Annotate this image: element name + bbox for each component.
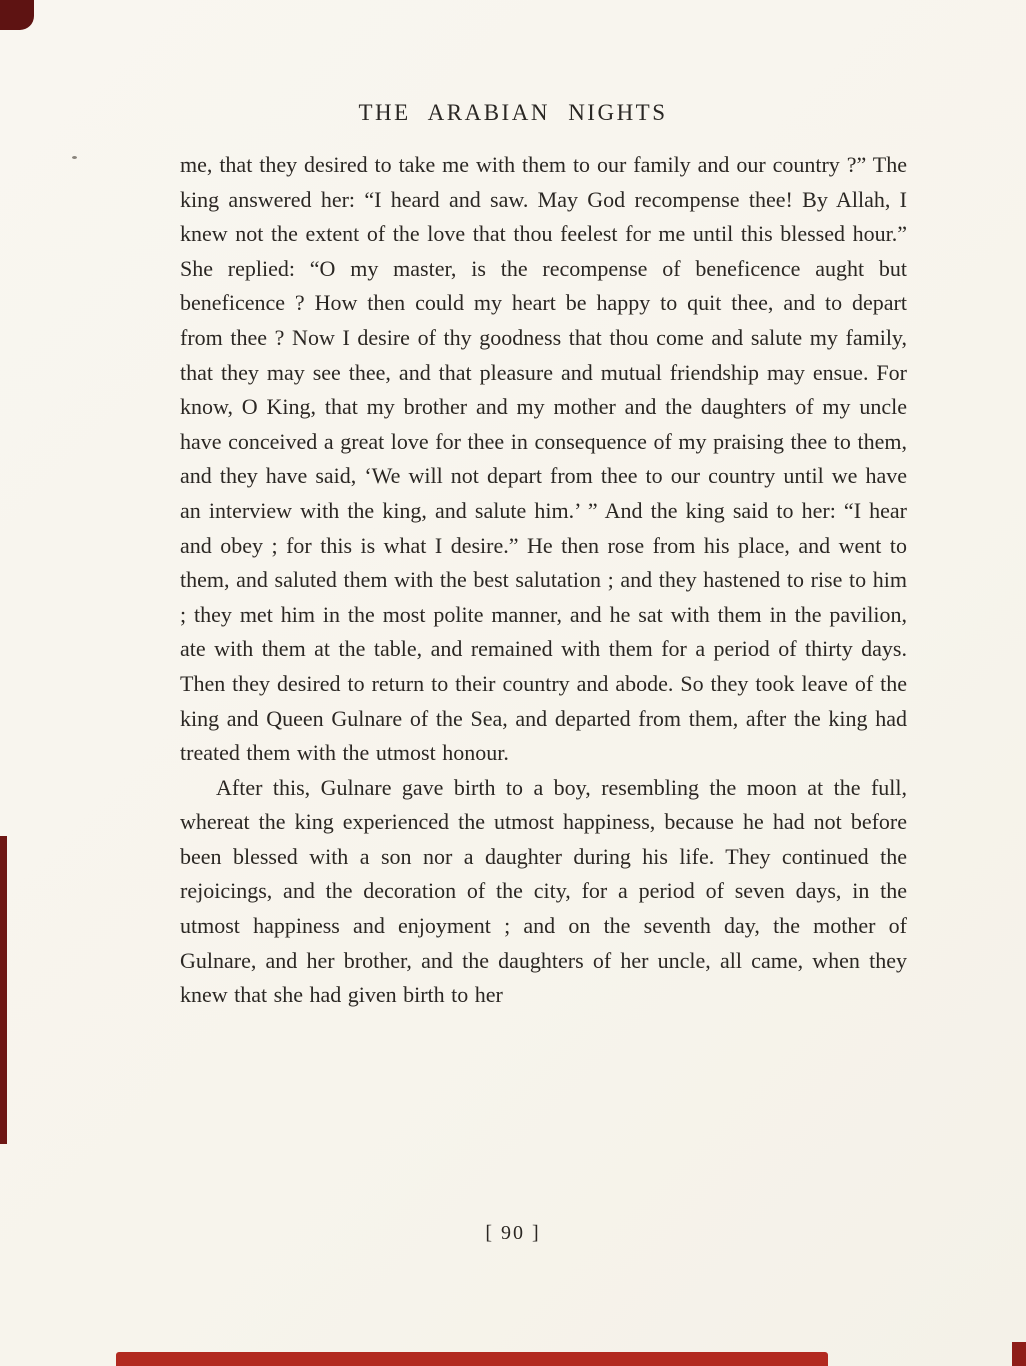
scan-artifact-bottom-right: [1012, 1342, 1026, 1366]
page-text-block: [180, 148, 907, 1013]
scan-speck: [72, 156, 77, 159]
page-number: [ 90 ]: [485, 1222, 541, 1244]
paragraph-continuation: me, that they desired to take me with them to our family and our country ?” The king answered her: “I heard and saw. May God recompense thee! By Allah, I knew not the extent of the love that thou feelest for me until this blessed hour.” She replied: “O my master, is the recompense of beneficence aught but beneficence ? How then could my heart be happy to quit thee, and to depart from thee ? Now I desire of thy goodness that thou come and salute my family, that they may see thee, and that pleasure and mutual friendship may ensue. For know, O King, that my brother and my mother and the daughters of my uncle have conceived a great love for thee in consequence of my praising thee to them, and they have said, ‘We will not depart from thee to our country until we have an interview with the king, and salute him.’ ” And the king said to her: “I hear and obey ; for this is what I desire.” He then rose from his place, and went to them, and saluted them with the best salutation ; and they hastened to rise to him ; they met him in the most polite manner, and he sat with them in the pavilion, ate with them at the table, and remained with them for a period of thirty days. Then they desired to return to their country and abode. So they took leave of the king and Queen Gulnare of the Sea, and departed from them, after the king had treated them with the utmost honour.: [180, 152, 907, 766]
paragraph-after-this: After this, Gulnare gave birth to a boy, resembling the moon at the full, whereat the king experienced the utmost happiness, because he had not before been blessed with a son nor a daughter during his life. They continued the rejoicings, and the decoration of the city, for a period of seven days, in the utmost happiness and enjoyment ; and on the seventh day, the mother of Gulnare, and her brother, and the daughters of her uncle, all came, when they knew that she had given birth to her: [180, 774, 907, 1008]
scan-artifact-left-edge: [0, 836, 7, 1144]
scan-artifact-bottom-edge: [116, 1352, 828, 1366]
scan-artifact-top-left: [0, 0, 34, 30]
page-title: THE ARABIAN NIGHTS: [358, 100, 668, 125]
